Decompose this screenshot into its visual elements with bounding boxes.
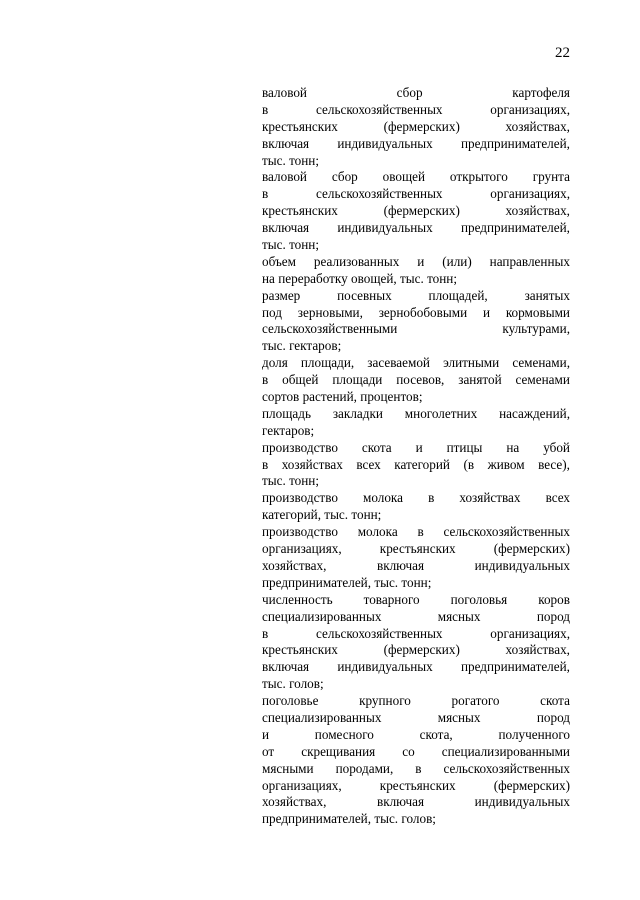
word: крупного	[359, 693, 411, 709]
text-line	[262, 440, 570, 457]
word: зернобобовыми	[378, 304, 468, 320]
word: семенами,	[512, 355, 570, 371]
word: овощей	[382, 169, 426, 185]
text-line	[262, 558, 570, 575]
word: элитными	[443, 355, 500, 371]
text-line	[262, 609, 570, 626]
word: в	[262, 101, 269, 117]
text-line	[262, 592, 570, 609]
word: скрещивания	[301, 743, 376, 759]
word: посевных	[337, 287, 392, 303]
word: всех	[356, 456, 381, 472]
text-line	[262, 744, 570, 761]
word: хозяйствах,	[505, 642, 570, 658]
word: крестьянских	[262, 118, 338, 134]
text-line: гектаров;	[262, 422, 315, 438]
word: производство	[262, 439, 338, 455]
word: в	[262, 456, 269, 472]
word: в	[428, 490, 435, 506]
text-line	[262, 659, 570, 676]
word: помесного	[314, 726, 374, 742]
word: (в	[463, 456, 475, 472]
word: товарного	[363, 591, 420, 607]
text-line	[262, 355, 570, 372]
text-line: категорий, тыс. тонн;	[262, 507, 382, 523]
text-line: предпринимателей, тыс. тонн;	[262, 574, 432, 590]
word: картофеля	[512, 85, 570, 100]
word: под	[262, 304, 282, 320]
word: грунта	[532, 169, 570, 185]
word: хозяйствах,	[505, 203, 570, 219]
word: в	[262, 186, 269, 202]
word: численность	[262, 591, 333, 607]
word: крестьянских	[379, 777, 456, 793]
word: включая	[262, 220, 310, 236]
word: индивидуальных	[337, 659, 433, 675]
word: и	[262, 726, 270, 742]
word: организациях,	[490, 186, 570, 202]
word: (фермерских)	[383, 203, 460, 219]
text-line	[262, 169, 570, 186]
word: сельскохозяйственных	[316, 101, 443, 117]
word: занятой	[458, 372, 502, 388]
word: специализированных	[262, 608, 382, 624]
word: хозяйствах	[281, 456, 343, 472]
text-line	[262, 794, 570, 811]
word: скота,	[419, 726, 453, 742]
word: организациях,	[490, 625, 570, 641]
word: валовой	[262, 169, 307, 185]
word: площади,	[300, 355, 355, 371]
word: открытого	[449, 169, 508, 185]
word: сельскохозяйственных	[443, 760, 570, 776]
word: семенами	[515, 372, 570, 388]
text-line: тыс. тонн;	[262, 473, 320, 489]
text-line: тыс. тонн;	[262, 237, 320, 253]
word: и	[415, 439, 423, 455]
word: насаждений,	[499, 405, 570, 421]
text-line	[262, 288, 570, 305]
word: всех	[545, 490, 570, 506]
text-line	[262, 541, 570, 558]
text-line: тыс. голов;	[262, 676, 324, 692]
word: скота	[540, 693, 570, 709]
word: в	[262, 372, 269, 388]
text-line	[262, 642, 570, 659]
word: (фермерских)	[493, 777, 570, 793]
word: молока	[357, 524, 398, 540]
text-line: предпринимателей, тыс. голов;	[262, 811, 436, 827]
word: скота	[361, 439, 392, 455]
text-line	[262, 136, 570, 153]
text-line: тыс. тонн;	[262, 152, 320, 168]
text-line	[262, 693, 570, 710]
word: живом	[487, 456, 525, 472]
word: хозяйствах,	[262, 794, 327, 810]
word: крестьянских	[379, 541, 456, 557]
word: сбор	[396, 85, 423, 100]
word: производство	[262, 524, 338, 540]
text-line	[262, 406, 570, 423]
text-line	[262, 119, 570, 136]
word: (или)	[442, 253, 472, 269]
text-line	[262, 186, 570, 203]
word: убой	[543, 439, 570, 455]
page-number: 22	[555, 45, 570, 61]
text-line	[262, 524, 570, 541]
word: птицы	[446, 439, 483, 455]
text-line	[262, 626, 570, 643]
text-line	[262, 372, 570, 389]
word: посевов,	[396, 372, 445, 388]
word: площадь	[262, 405, 311, 421]
word: молока	[362, 490, 403, 506]
word: мясными	[262, 760, 314, 776]
word: кормовыми	[505, 304, 570, 320]
word: направленных	[489, 253, 570, 269]
word: сельскохозяйственных	[443, 524, 570, 540]
text-line	[262, 490, 570, 507]
word: сельскохозяйственных	[316, 625, 443, 641]
word: индивидуальных	[474, 794, 570, 810]
text-line	[262, 220, 570, 237]
word: организациях,	[490, 101, 570, 117]
word: сбор	[331, 169, 358, 185]
word: со	[402, 743, 415, 759]
word: площади	[332, 372, 383, 388]
text-line	[262, 102, 570, 119]
word: культурами,	[502, 321, 570, 337]
word: породами,	[335, 760, 394, 776]
word: в	[415, 760, 422, 776]
word: включая	[262, 659, 310, 675]
word: площадей,	[428, 287, 488, 303]
word: предпринимателей,	[460, 659, 570, 675]
word: коров	[538, 591, 570, 607]
text-line	[262, 710, 570, 727]
word: крестьянских	[262, 203, 338, 219]
text-line	[262, 761, 570, 778]
word: реализованных	[313, 253, 400, 269]
word: в	[262, 625, 269, 641]
word: хозяйствах	[459, 490, 521, 506]
word: индивидуальных	[337, 220, 433, 236]
word: включая	[376, 794, 425, 810]
word: на	[506, 439, 520, 455]
document-body-column	[262, 85, 570, 828]
word: специализированными	[441, 743, 570, 759]
word: пород	[536, 608, 570, 624]
word: от	[262, 743, 275, 759]
word: поголовье	[262, 693, 319, 709]
text-line: тыс. гектаров;	[262, 338, 342, 354]
word: (фермерских)	[493, 541, 570, 557]
word: в	[417, 524, 424, 540]
text-line: сортов растений, процентов;	[262, 389, 423, 405]
word: полученного	[498, 726, 570, 742]
word: включая	[262, 135, 310, 151]
text-line	[262, 778, 570, 795]
word: организациях,	[262, 541, 342, 557]
word: сельскохозяйственных	[316, 186, 443, 202]
word: и	[482, 304, 490, 320]
word: занятых	[524, 287, 570, 303]
word: мясных	[437, 608, 481, 624]
text-line	[262, 727, 570, 744]
word: многолетних	[404, 405, 478, 421]
word: общей	[282, 372, 319, 388]
word: (фермерских)	[383, 642, 460, 658]
word: и	[417, 253, 425, 269]
word: производство	[262, 490, 338, 506]
text-line	[262, 85, 570, 102]
word: предпринимателей,	[460, 135, 570, 151]
word: засеваемой	[367, 355, 430, 371]
word: мясных	[437, 709, 481, 725]
word: индивидуальных	[474, 557, 570, 573]
word: категорий	[394, 456, 450, 472]
word: пород	[536, 709, 570, 725]
word: (фермерских)	[383, 118, 460, 134]
word: хозяйствах,	[262, 557, 327, 573]
word: зерновыми,	[297, 304, 363, 320]
word: хозяйствах,	[505, 118, 570, 134]
text-line	[262, 254, 570, 271]
word: весе),	[538, 456, 570, 472]
word: объем	[262, 253, 296, 269]
text-line	[262, 305, 570, 322]
word: индивидуальных	[337, 135, 433, 151]
text-line	[262, 321, 570, 338]
word: доля	[262, 355, 288, 371]
word: крестьянских	[262, 642, 338, 658]
word: включая	[376, 557, 425, 573]
word: рогатого	[451, 693, 500, 709]
text-line	[262, 203, 570, 220]
word: закладки	[332, 405, 383, 421]
word: размер	[262, 287, 301, 303]
word: сельскохозяйственными	[262, 321, 398, 337]
text-line	[262, 457, 570, 474]
word: предпринимателей,	[460, 220, 570, 236]
word: организациях,	[262, 777, 342, 793]
text-line: на переработку овощей, тыс. тонн;	[262, 270, 458, 286]
word: валовой	[262, 85, 307, 100]
word: поголовья	[450, 591, 508, 607]
word: специализированных	[262, 709, 382, 725]
